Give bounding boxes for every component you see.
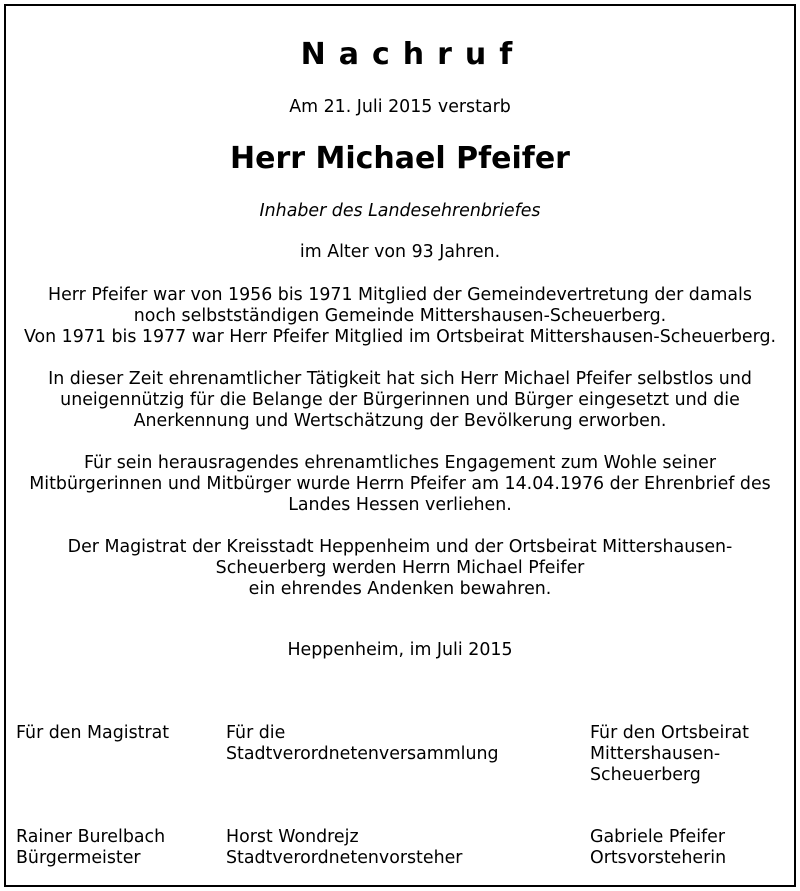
signatory-org: Für den Magistrat [16,723,170,743]
paragraph-line: Anerkennung und Wertschätzung der Bevölkerung erworben. [133,411,667,431]
signatory-person: Horst Wondrejz [226,827,359,847]
paragraph-line: noch selbstständigen Gemeinde Mittershausen-Scheuerberg. [133,306,667,326]
signatory-person: Rainer Burelbach [16,827,166,847]
signatory-person: Gabriele Pfeifer [590,827,726,847]
paragraph-line: In dieser Zeit ehrenamtlicher Tätigkeit hat sich Herr Michael Pfeifer selbstlos und [48,369,752,389]
paragraph-line: Herr Pfeifer war von 1956 bis 1971 Mitglied der Gemeindevertretung der damals [48,285,752,305]
paragraph-line: Von 1971 bis 1977 war Herr Pfeifer Mitglied im Ortsbeirat Mittershausen-Scheuerberg. [23,327,777,347]
paragraph-line: Mitbürgerinnen und Mitbürger wurde Herrn Pfeifer am 14.04.1976 der Ehrenbrief des [29,474,771,494]
paragraph-line: Scheuerberg werden Herrn Michael Pfeifer [215,558,585,578]
signatory-role: Bürgermeister [16,848,141,868]
paragraph-line: uneigennützig für die Belange der Bürgerinnen und Bürger eingesetzt und die [60,390,740,410]
obituary-title: Nachruf [300,37,526,72]
deceased-name: Herr Michael Pfeifer [230,141,570,176]
paragraph-line: Landes Hessen verliehen. [288,495,512,515]
signatory-org: Scheuerberg [590,765,701,785]
honor-line: Inhaber des Landesehrenbriefes [259,201,541,221]
paragraph-line: Der Magistrat der Kreisstadt Heppenheim und der Ortsbeirat Mittershausen- [67,537,733,557]
paragraph-line: ein ehrendes Andenken bewahren. [248,579,552,599]
death-date-line: Am 21. Juli 2015 verstarb [289,97,511,117]
paragraph-line: Für sein herausragendes ehrenamtliches Engagement zum Wohle seiner [84,453,716,473]
signatory-org: Für den Ortsbeirat [590,723,749,743]
signatory-org: Stadtverordnetenversammlung [226,744,499,764]
signatory-org: Mittershausen- [590,744,721,764]
place-date: Heppenheim, im Juli 2015 [287,640,513,660]
age-line: im Alter von 93 Jahren. [299,242,501,262]
signatory-org: Für die [226,723,286,743]
signatory-role: Ortsvorsteherin [590,848,727,868]
signatory-role: Stadtverordnetenvorsteher [226,848,463,868]
obituary-frame [4,4,796,887]
